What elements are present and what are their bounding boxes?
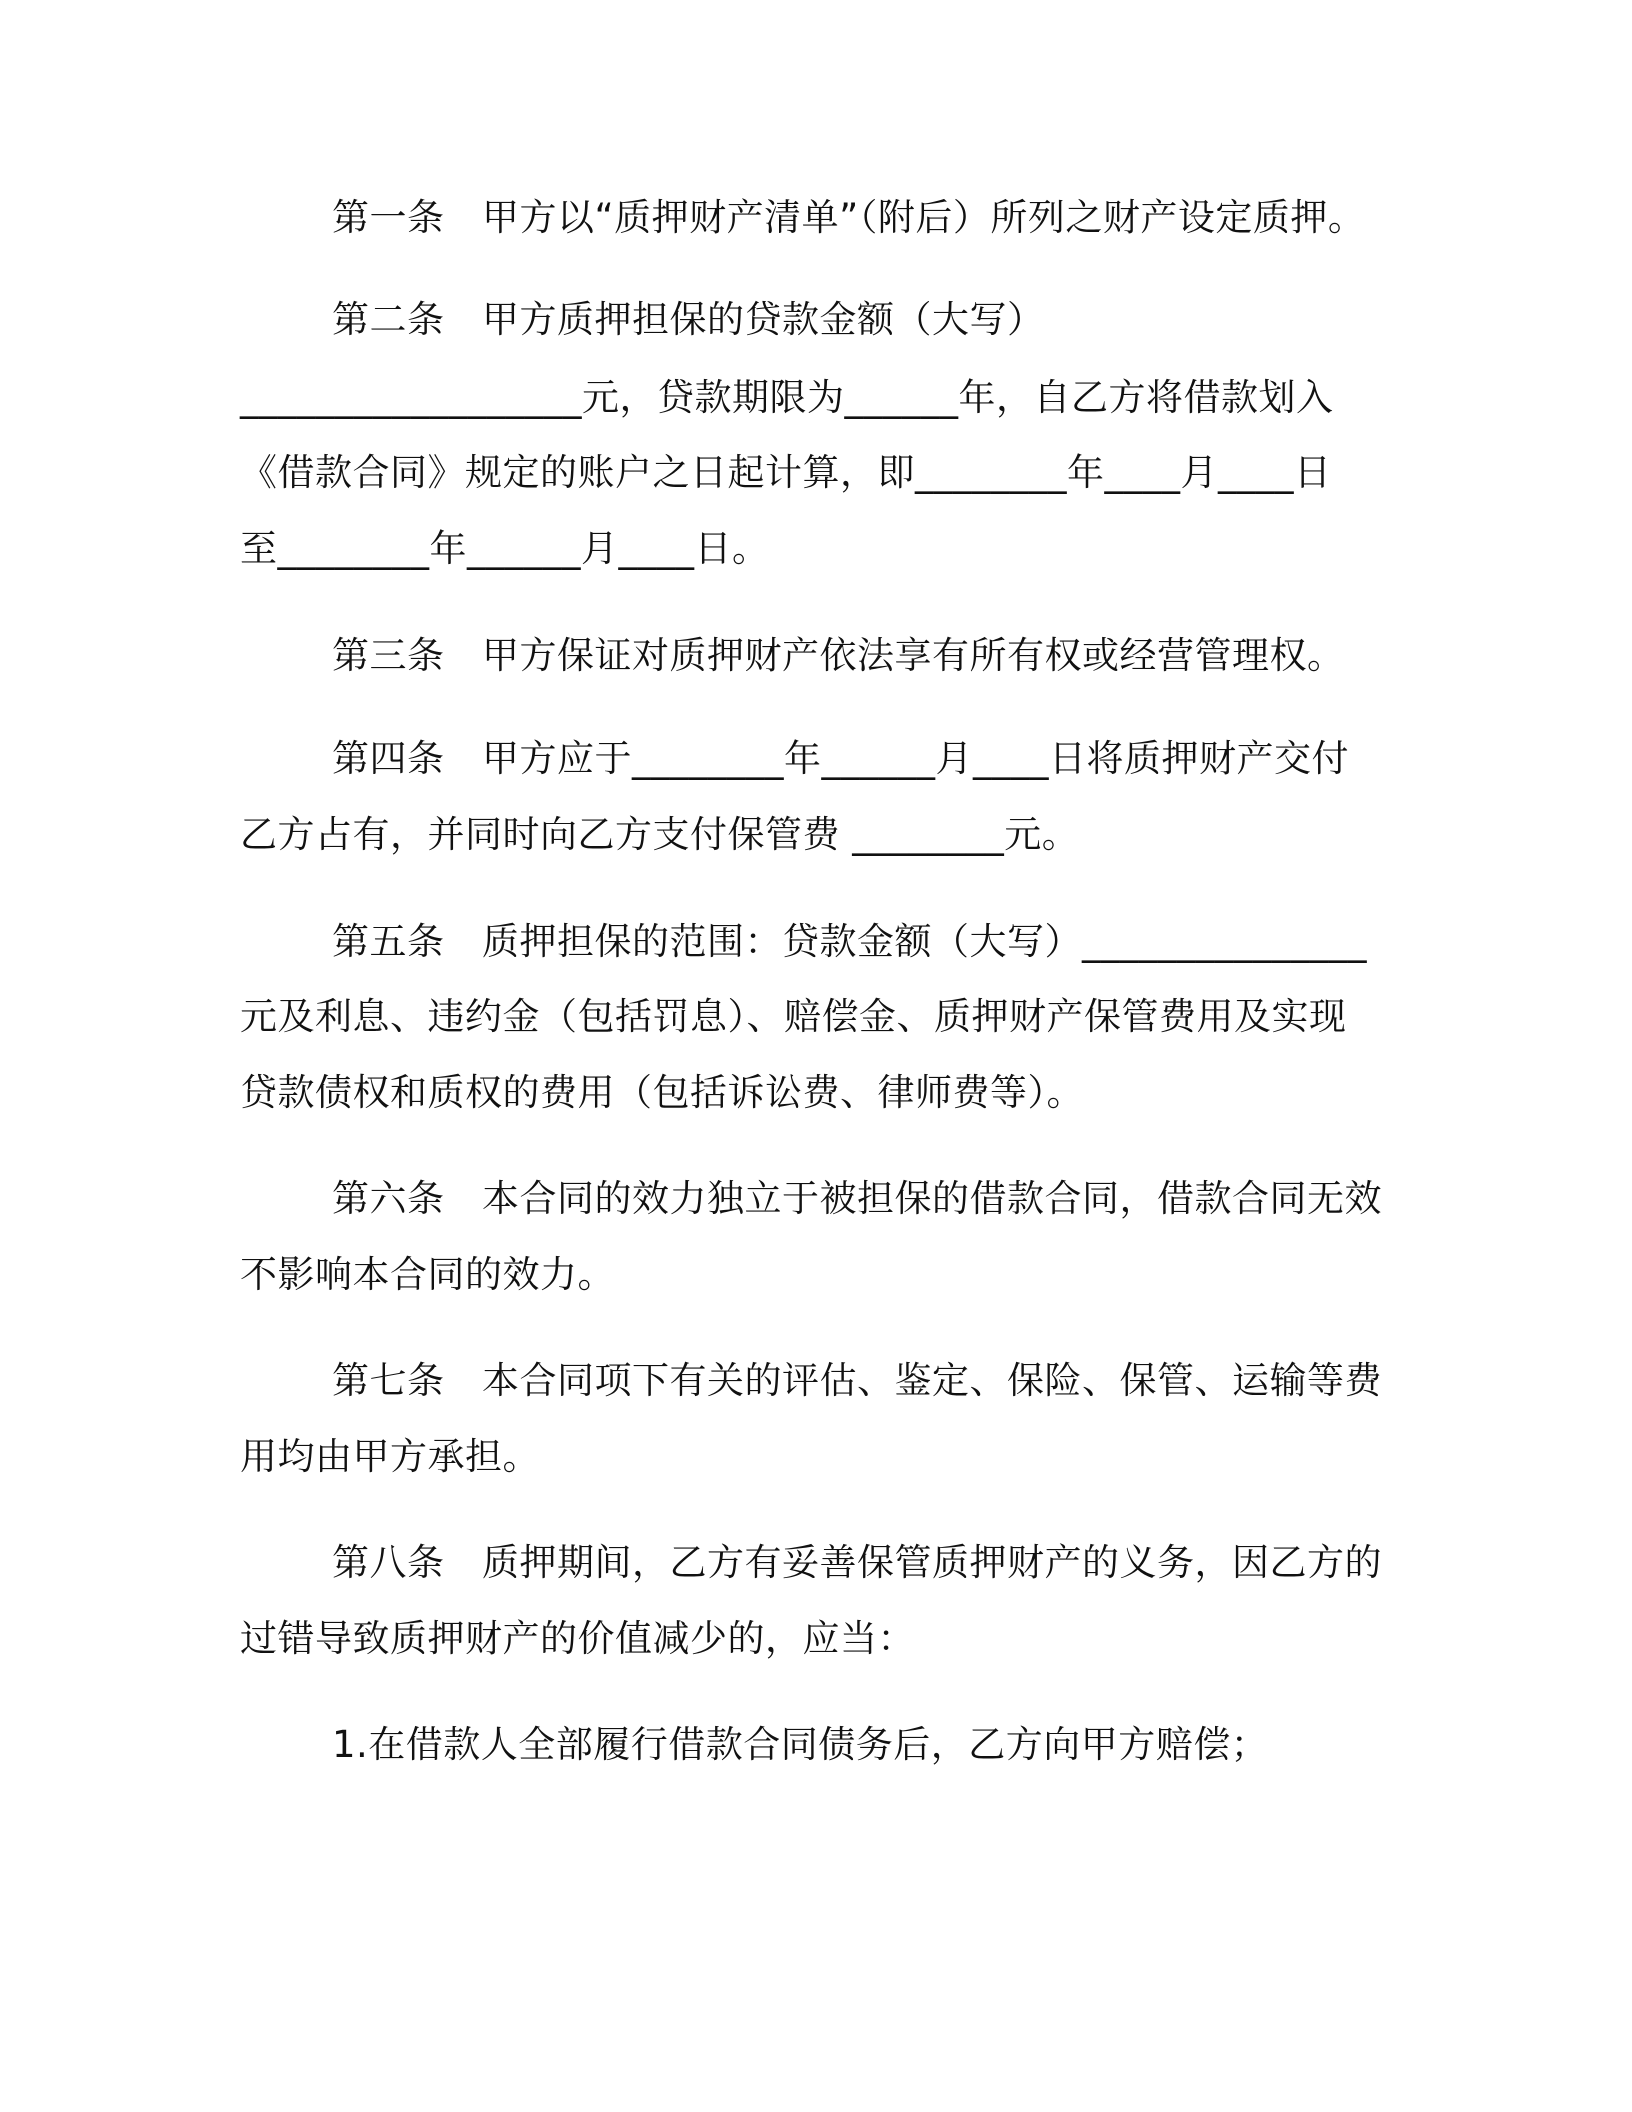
article-6-line-1: 第六条 本合同的效力独立于被担保的借款合同，借款合同无效 — [332, 1177, 1382, 1220]
article-2-line-2: __________________元，贷款期限为______年，自乙方将借款划入 — [240, 376, 1334, 419]
article-7-line-1: 第七条 本合同项下有关的评估、鉴定、保险、保管、运输等费 — [332, 1359, 1382, 1402]
article-2-line-1: 第二条 甲方质押担保的贷款金额（大写） — [332, 298, 1045, 341]
article-4-line-1: 第四条 甲方应于________年______月____日将质押财产交付 — [332, 737, 1349, 780]
article-8-item-1: 1.在借款人全部履行借款合同债务后，乙方向甲方赔偿； — [332, 1723, 1269, 1766]
article-1-line-1: 第一条 甲方以“质押财产清单”（附后）所列之财产设定质押。 — [332, 196, 1366, 239]
article-8-line-1: 第八条 质押期间，乙方有妥善保管质押财产的义务，因乙方的 — [332, 1541, 1382, 1584]
article-8-line-2: 过错导致质押财产的价值减少的，应当： — [240, 1617, 915, 1660]
article-2-line-4: 至________年______月____日。 — [240, 527, 770, 570]
article-7-line-2: 用均由甲方承担。 — [240, 1435, 540, 1478]
article-5-line-3: 贷款债权和质权的费用（包括诉讼费、律师费等）。 — [240, 1071, 1084, 1114]
article-5-line-2: 元及利息、违约金（包括罚息）、赔偿金、质押财产保管费用及实现 — [240, 995, 1347, 1038]
article-6-line-2: 不影响本合同的效力。 — [240, 1253, 615, 1296]
article-5-line-1: 第五条 质押担保的范围：贷款金额（大写）_______________ — [332, 920, 1367, 963]
article-2-line-3: 《借款合同》规定的账户之日起计算，即________年____月____日 — [240, 451, 1332, 494]
article-3-line-1: 第三条 甲方保证对质押财产依法享有所有权或经营管理权。 — [332, 634, 1345, 677]
article-4-line-2: 乙方占有，并同时向乙方支付保管费 ________元。 — [240, 813, 1080, 856]
